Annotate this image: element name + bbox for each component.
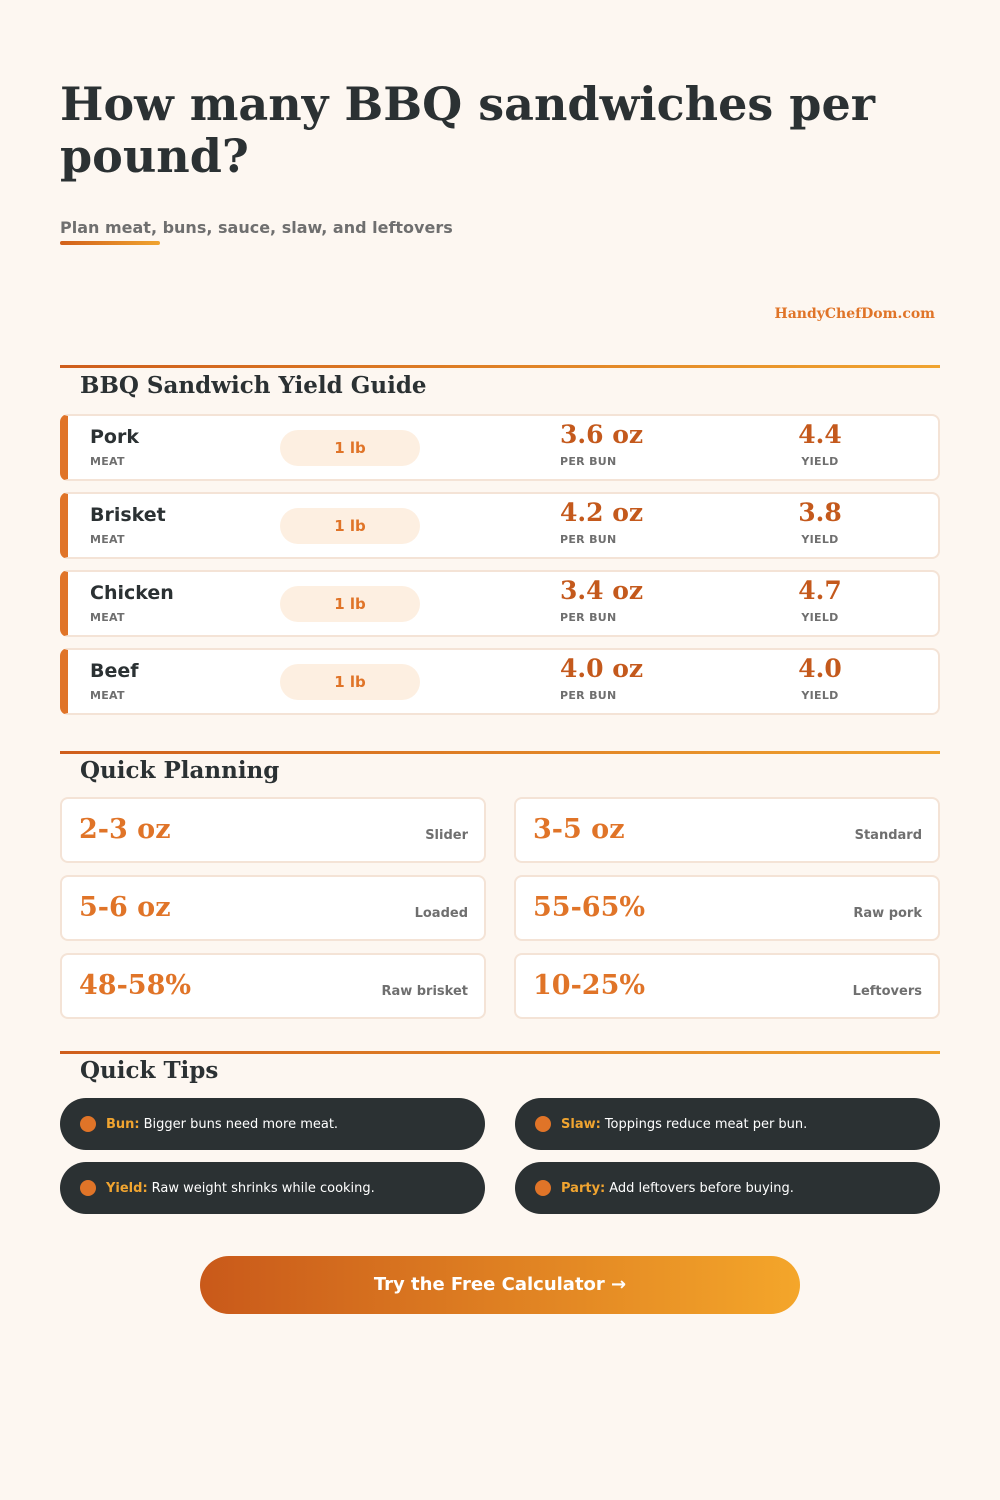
tip-item	[515, 1162, 940, 1214]
subtitle-underline	[60, 241, 160, 245]
planning-card	[514, 797, 940, 863]
meat-label: MEAT	[90, 611, 125, 624]
yield-label: YIELD	[801, 611, 839, 624]
per-bun-value: 3.4 oz	[560, 576, 644, 605]
per-bun-label: PER BUN	[560, 611, 617, 624]
meat-label: MEAT	[90, 455, 125, 468]
per-bun-value: 3.6 oz	[560, 420, 644, 449]
tip-item	[60, 1098, 485, 1150]
meat-name: Beef	[90, 660, 139, 682]
tip-text: Raw weight shrinks while cooking.	[151, 1180, 375, 1196]
planning-value: 48-58%	[79, 970, 192, 1001]
amount-pill: 1 lb	[280, 664, 420, 700]
tips-grid	[60, 1098, 940, 1214]
yield-label: YIELD	[801, 533, 839, 546]
planning-grid	[60, 797, 940, 1019]
bullet-dot-icon	[80, 1180, 96, 1196]
tip-key: Party:	[561, 1180, 606, 1196]
yield-value: 4.7	[798, 576, 842, 605]
planning-card	[514, 875, 940, 941]
planning-value: 3-5 oz	[533, 814, 625, 845]
bullet-dot-icon	[80, 1116, 96, 1132]
tip-item	[60, 1162, 485, 1214]
planning-label: Leftovers	[852, 984, 922, 999]
tip-key: Slaw:	[561, 1116, 601, 1132]
planning-value: 55-65%	[533, 892, 646, 923]
yield-label: YIELD	[801, 455, 839, 468]
section-divider	[60, 365, 940, 368]
planning-card	[514, 953, 940, 1019]
tips-title: Quick Tips	[80, 1057, 219, 1084]
bullet-dot-icon	[535, 1116, 551, 1132]
planning-title: Quick Planning	[80, 757, 280, 784]
tip-key: Yield:	[106, 1180, 148, 1196]
per-bun-value: 4.0 oz	[560, 654, 644, 683]
tip-text: Toppings reduce meat per bun.	[604, 1116, 808, 1132]
per-bun-label: PER BUN	[560, 689, 617, 702]
yield-value: 4.0	[798, 654, 842, 683]
yield-guide-title: BBQ Sandwich Yield Guide	[80, 372, 427, 399]
meat-label: MEAT	[90, 689, 125, 702]
bullet-dot-icon	[535, 1180, 551, 1196]
section-divider	[60, 751, 940, 754]
tip-item	[515, 1098, 940, 1150]
section-divider	[60, 1051, 940, 1054]
planning-card	[60, 797, 486, 863]
yield-row-brisket	[60, 492, 940, 559]
yield-row-chicken	[60, 570, 940, 637]
per-bun-label: PER BUN	[560, 455, 617, 468]
planning-card	[60, 953, 486, 1019]
planning-card	[60, 875, 486, 941]
meat-name: Brisket	[90, 504, 166, 526]
page-subtitle: Plan meat, buns, sauce, slaw, and leftovers	[60, 218, 453, 237]
yield-row-beef	[60, 648, 940, 715]
planning-label: Raw brisket	[381, 984, 468, 999]
yield-value: 4.4	[798, 420, 842, 449]
planning-label: Standard	[854, 828, 922, 843]
tip-text: Add leftovers before buying.	[609, 1180, 794, 1196]
yield-row-pork	[60, 414, 940, 481]
calculator-cta-button[interactable]: Try the Free Calculator →	[200, 1256, 800, 1314]
planning-label: Raw pork	[853, 906, 922, 921]
meat-name: Pork	[90, 426, 139, 448]
yield-label: YIELD	[801, 689, 839, 702]
planning-value: 10-25%	[533, 970, 646, 1001]
tip-text: Bigger buns need more meat.	[143, 1116, 339, 1132]
amount-pill: 1 lb	[280, 508, 420, 544]
planning-value: 2-3 oz	[79, 814, 171, 845]
planning-label: Loaded	[414, 906, 468, 921]
per-bun-value: 4.2 oz	[560, 498, 644, 527]
page-title: How many BBQ sandwiches per pound?	[60, 77, 875, 183]
brand-link[interactable]: HandyChefDom.com	[774, 306, 935, 322]
meat-name: Chicken	[90, 582, 174, 604]
per-bun-label: PER BUN	[560, 533, 617, 546]
tip-key: Bun:	[106, 1116, 140, 1132]
planning-label: Slider	[425, 828, 468, 843]
meat-label: MEAT	[90, 533, 125, 546]
yield-guide-list	[60, 414, 940, 726]
planning-value: 5-6 oz	[79, 892, 171, 923]
amount-pill: 1 lb	[280, 586, 420, 622]
amount-pill: 1 lb	[280, 430, 420, 466]
yield-value: 3.8	[798, 498, 842, 527]
